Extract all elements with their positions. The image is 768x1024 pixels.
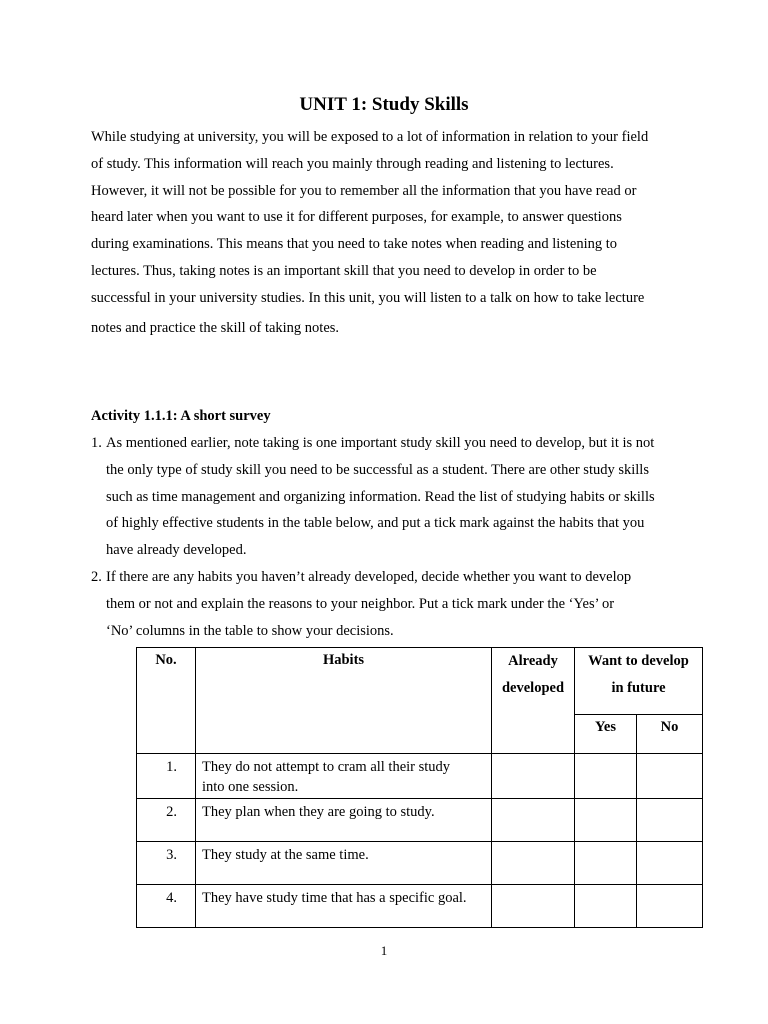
already-developed-cell[interactable] — [492, 754, 575, 799]
yes-cell[interactable] — [575, 842, 637, 885]
yes-cell[interactable] — [575, 754, 637, 799]
row-number: 1. — [137, 754, 196, 799]
header-already-line2: developed — [501, 680, 565, 696]
header-habits: Habits — [196, 648, 492, 754]
no-cell[interactable] — [637, 842, 703, 885]
no-cell[interactable] — [637, 754, 703, 799]
habits-table — [136, 647, 703, 928]
instruction-list — [91, 430, 691, 644]
list-item-line: of highly effective students in the table below, and put a tick mark against the habits that you — [106, 515, 645, 532]
already-developed-cell[interactable] — [492, 885, 575, 928]
intro-line: lectures. Thus, taking notes is an important skill that you need to develop in order to be — [91, 262, 597, 279]
row-habit-line: into one session. — [202, 779, 299, 795]
header-want-line1: Want to develop — [588, 653, 689, 669]
list-item-line: If there are any habits you haven’t already developed, decide whether you want to develop — [106, 568, 632, 585]
list-item — [91, 564, 691, 644]
table-row — [137, 885, 703, 928]
row-number: 3. — [137, 842, 196, 885]
list-item-line: the only type of study skill you need to be successful as a student. There are other study skills — [106, 461, 649, 478]
table-row — [137, 842, 703, 885]
row-habit: They plan when they are going to study. — [196, 799, 492, 842]
header-already-line1: Already — [508, 653, 558, 669]
page-title: UNIT 1: Study Skills — [299, 94, 469, 115]
no-cell[interactable] — [637, 885, 703, 928]
row-habit-line: They do not attempt to cram all their study — [202, 759, 451, 775]
list-item-line: have already developed. — [106, 542, 247, 559]
header-want-to-develop — [575, 648, 703, 715]
page-number: 1 — [380, 943, 388, 958]
header-yes: Yes — [575, 715, 637, 754]
list-item-number: 1. — [91, 435, 102, 451]
intro-line: However, it will not be possible for you to remember all the information that you have read or — [91, 182, 637, 199]
intro-line: successful in your university studies. In this unit, you will listen to a talk on how to take lecture — [91, 289, 645, 306]
list-item-line: As mentioned earlier, note taking is one important study skill you need to develop, but it is not — [106, 435, 655, 451]
intro-line: heard later when you want to use it for different purposes, for example, to answer questions — [91, 209, 622, 226]
list-item-line: ‘No’ columns in the table to show your decisions. — [106, 622, 394, 639]
activity-heading: Activity 1.1.1: A short survey — [91, 408, 271, 424]
table-header-row — [137, 648, 703, 715]
yes-cell[interactable] — [575, 799, 637, 842]
table-row — [137, 754, 703, 799]
intro-line: While studying at university, you will be exposed to a lot of information in relation to your field — [91, 129, 649, 145]
row-habit: They study at the same time. — [196, 842, 492, 885]
list-item-number: 2. — [91, 568, 102, 585]
list-item-line: them or not and explain the reasons to your neighbor. Put a tick mark under the ‘Yes’ or — [106, 595, 615, 612]
row-number: 4. — [137, 885, 196, 928]
header-want-line2: in future — [611, 680, 666, 696]
row-habit: They have study time that has a specific goal. — [196, 885, 492, 928]
yes-cell[interactable] — [575, 885, 637, 928]
intro-line: of study. This information will reach you mainly through reading and listening to lectures. — [91, 155, 614, 172]
header-no-column: No — [637, 715, 703, 754]
header-no: No. — [137, 648, 196, 754]
list-item-line: such as time management and organizing information. Read the list of studying habits or skills — [106, 488, 655, 505]
no-cell[interactable] — [637, 799, 703, 842]
row-number: 2. — [137, 799, 196, 842]
intro-line: notes and practice the skill of taking notes. — [91, 319, 340, 336]
row-habit — [196, 754, 492, 799]
table-row — [137, 799, 703, 842]
already-developed-cell[interactable] — [492, 842, 575, 885]
already-developed-cell[interactable] — [492, 799, 575, 842]
intro-paragraph — [91, 124, 681, 341]
list-item — [91, 430, 691, 564]
header-already-developed — [492, 648, 575, 754]
intro-line: during examinations. This means that you need to take notes when reading and listening to — [91, 236, 618, 253]
